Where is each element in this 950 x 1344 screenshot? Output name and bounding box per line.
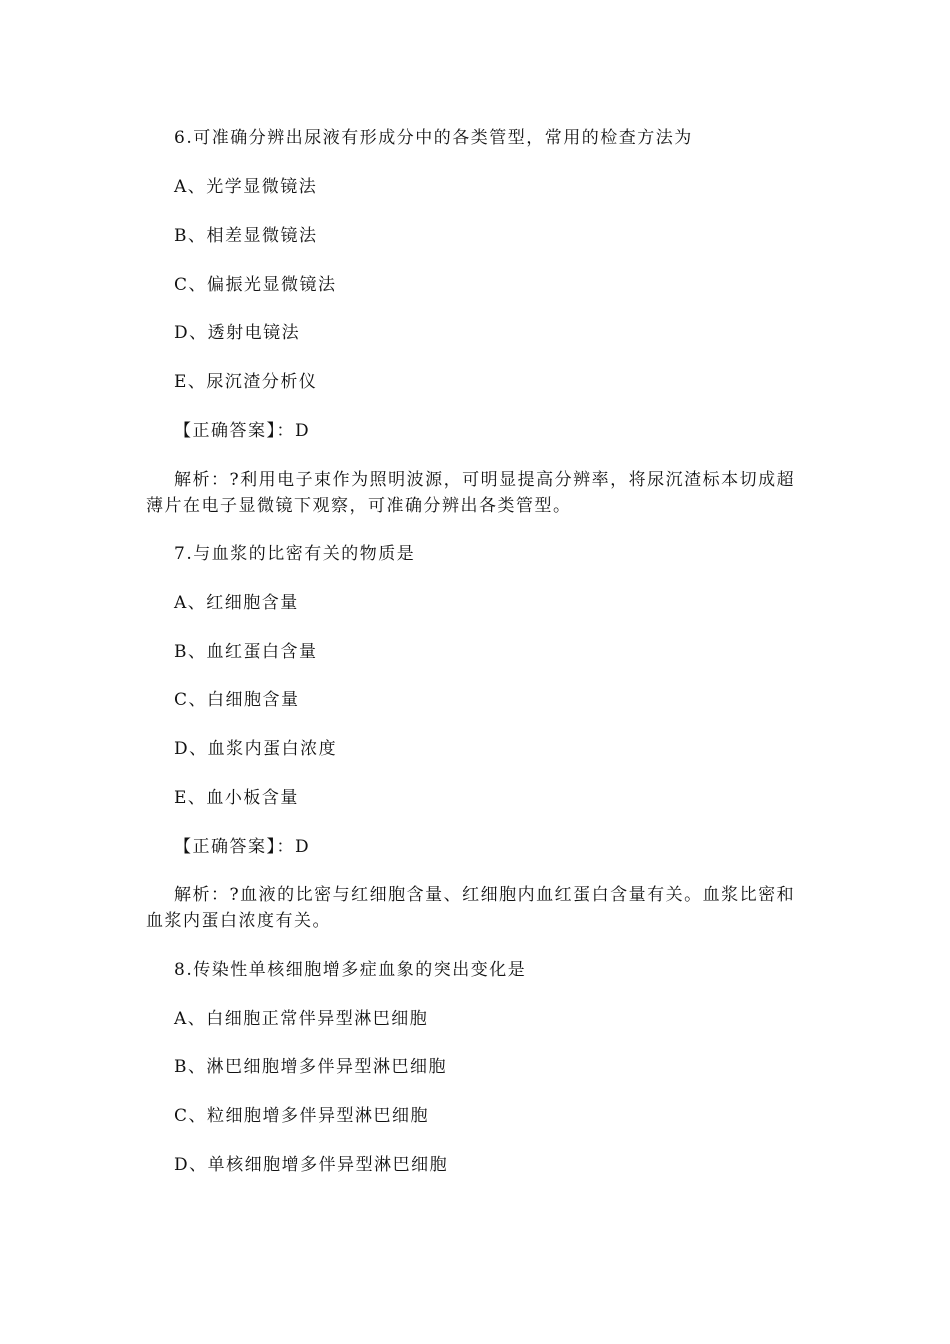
question-7-stem: 7.与血浆的比密有关的物质是 [174,544,416,564]
question-7-option-a: A、红细胞含量 [174,593,299,613]
question-7-explanation: 解析：?血液的比密与红细胞含量、红细胞内血红蛋白含量有关。血浆比密和血浆内蛋白浓度有关。 [146,885,796,931]
question-7-option-e: E、血小板含量 [174,788,299,808]
question-8-option-d: D、单核细胞增多伴异型淋巴细胞 [174,1155,449,1175]
question-6-option-d: D、透射电镜法 [174,323,301,343]
question-7-option-b: B、血红蛋白含量 [174,642,318,662]
question-7-answer: 【正确答案】：D [174,837,311,857]
question-6-option-c: C、偏振光显微镜法 [174,275,337,295]
question-6-option-a: A、光学显微镜法 [174,177,318,197]
question-7-option-d: D、血浆内蛋白浓度 [174,739,338,759]
question-6-option-b: B、相差显微镜法 [174,226,318,246]
question-8-option-a: A、白细胞正常伴异型淋巴细胞 [174,1009,429,1029]
question-8-option-b: B、淋巴细胞增多伴异型淋巴细胞 [174,1057,447,1077]
question-6-stem: 6.可准确分辨出尿液有形成分中的各类管型，常用的检查方法为 [174,128,693,148]
question-7-option-c: C、白细胞含量 [174,690,300,710]
question-6-explanation: 解析：?利用电子束作为照明波源，可明显提高分辨率，将尿沉渣标本切成超薄片在电子显微镜下观察，可准确分辨出各类管型。 [146,470,796,516]
question-8-stem: 8.传染性单核细胞增多症血象的突出变化是 [174,960,527,980]
question-6-answer: 【正确答案】：D [174,421,311,441]
question-6-option-e: E、尿沉渣分析仪 [174,372,318,392]
question-8-option-c: C、粒细胞增多伴异型淋巴细胞 [174,1106,430,1126]
